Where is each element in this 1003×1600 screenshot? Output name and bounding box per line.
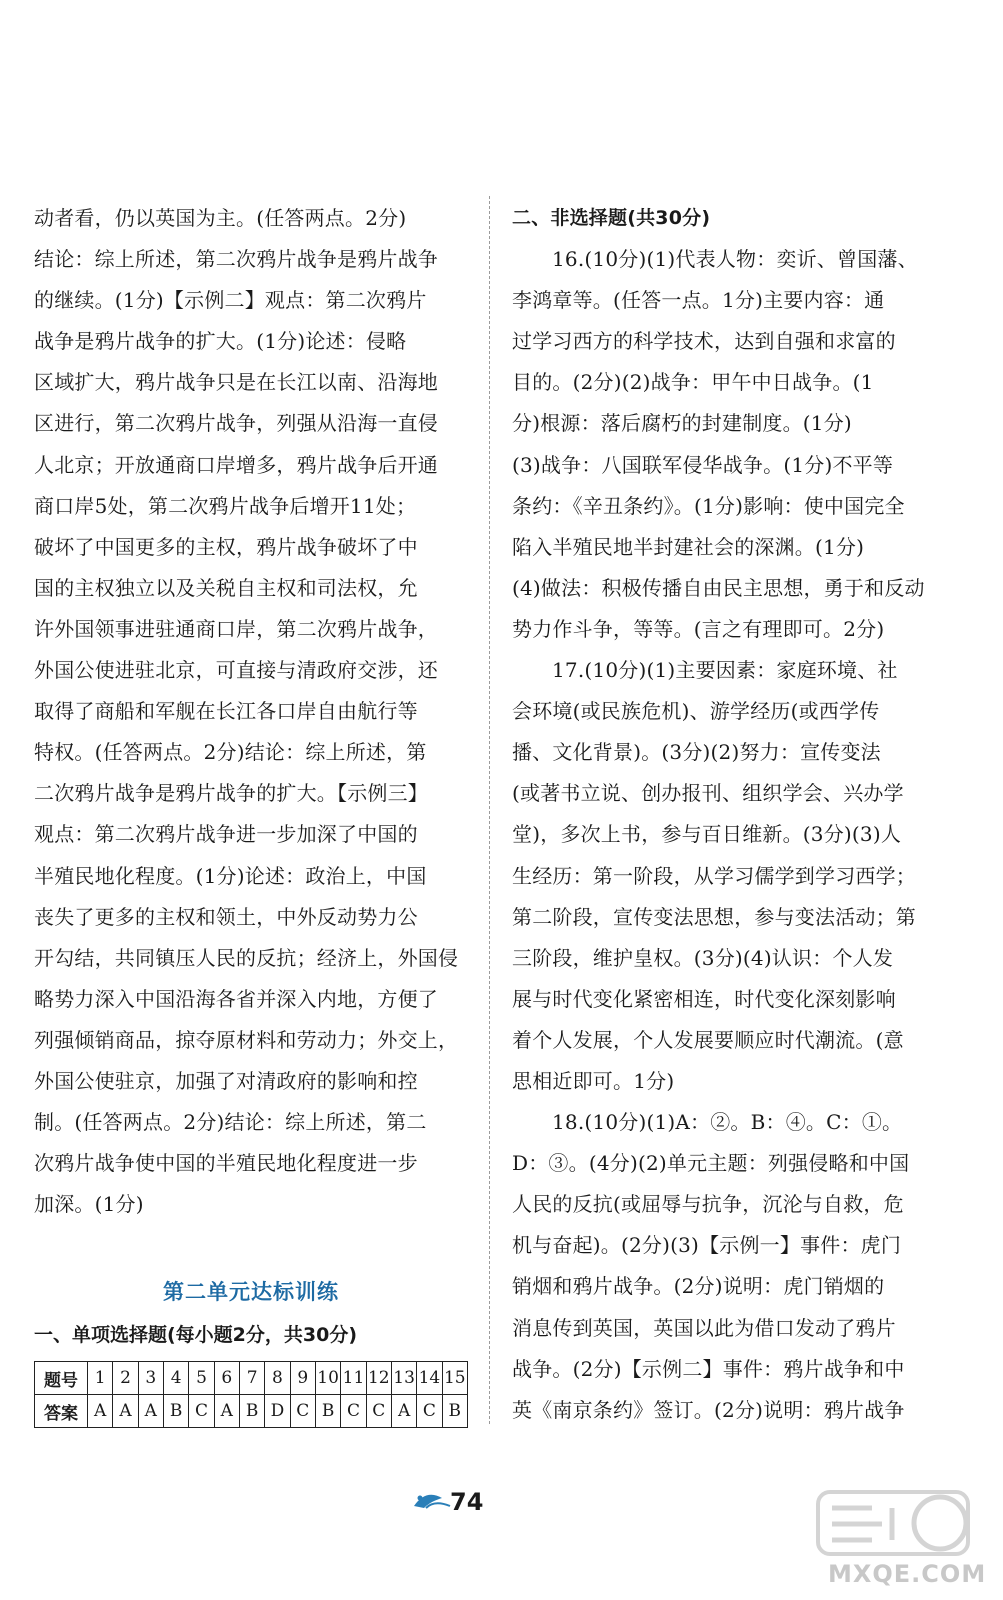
answer-cell: C (366, 1395, 391, 1428)
column-divider (489, 196, 490, 1424)
text-line: 英《南京条约》签订。(2分)说明：鸦片战争 (512, 1397, 905, 1422)
question-start-line: 18.(10分)(1)A：②。B：④。C：①。 (552, 1110, 903, 1135)
question-number-cell: 9 (290, 1362, 315, 1395)
left-column (34, 198, 468, 1428)
unit-title: 第二单元达标训练 (163, 1280, 339, 1305)
text-line: 外国公使驻京，加强了对清政府的影响和控 (34, 1068, 418, 1093)
answer-cell: B (239, 1395, 264, 1428)
answer-cell: B (442, 1395, 467, 1428)
table-row (35, 1362, 468, 1395)
text-line: 着个人发展，个人发展要顺应时代潮流。(意 (512, 1027, 904, 1052)
text-line: 第二阶段，宣传变法思想，参与变法活动；第 (512, 904, 916, 929)
text-line: 李鸿章等。(任答一点。1分)主要内容：通 (512, 288, 885, 313)
text-line: 国的主权独立以及关税自主权和司法权，允 (34, 575, 418, 600)
question-number-cell: 1 (88, 1362, 113, 1395)
text-line: 思相近即可。1分) (512, 1068, 675, 1093)
text-line: 势力作斗争，等等。(言之有理即可。2分) (512, 616, 885, 641)
text-line: 破坏了中国更多的主权，鸦片战争破坏了中 (34, 534, 418, 559)
text-line: 消息传到英国，英国以此为借口发动了鸦片 (512, 1315, 896, 1340)
text-line: 外国公使进驻北京，可直接与清政府交涉，还 (34, 658, 438, 683)
text-line: 结论：综上所述，第二次鸦片战争是鸦片战争 (34, 247, 438, 272)
text-line: 的继续。(1分)【示例二】观点：第二次鸦片 (34, 288, 427, 313)
answer-cell: C (417, 1395, 442, 1428)
question-number-cell: 15 (442, 1362, 467, 1395)
text-line: 略势力深入中国沿海各省并深入内地，方便了 (34, 986, 438, 1011)
text-line: (3)战争：八国联军侵华战争。(1分)不平等 (512, 452, 894, 477)
answer-cell: A (88, 1395, 113, 1428)
text-line: 播、文化背景)。(3分)(2)努力：宣传变法 (512, 740, 881, 765)
text-line: 人民的反抗(或屈辱与抗争，沉沦与自救，危 (512, 1192, 904, 1217)
text-line: 区进行，第二次鸦片战争，列强从沿海一直侵 (34, 411, 438, 436)
text-line: 条约：《辛丑条约》。(1分)影响：使中国完全 (512, 493, 905, 518)
question-number-cell: 14 (417, 1362, 442, 1395)
question-number-cell: 13 (391, 1362, 416, 1395)
text-line: 许外国领事进驻通商口岸，第二次鸦片战争， (34, 616, 438, 641)
text-line: 堂)，多次上书，参与百日维新。(3分)(3)人 (512, 822, 902, 847)
answer-cell: A (138, 1395, 163, 1428)
answer-cell: C (189, 1395, 214, 1428)
text-line: 特权。(任答两点。2分)结论：综上所述，第 (34, 740, 427, 765)
text-line: 战争。(2分)【示例二】事件：鸦片战争和中 (512, 1356, 905, 1381)
question-number-cell: 4 (163, 1362, 188, 1395)
watermark-text: MXQE.COM (828, 1560, 987, 1588)
question-number-cell: 8 (265, 1362, 290, 1395)
question-number-cell: 3 (138, 1362, 163, 1395)
text-line: 战争是鸦片战争的扩大。(1分)论述：侵略 (34, 329, 407, 354)
text-line: 取得了商船和军舰在长江各口岸自由航行等 (34, 699, 418, 724)
text-line: 分)根源：落后腐朽的封建制度。(1分) (512, 411, 852, 436)
answer-cell: B (163, 1395, 188, 1428)
text-line: 丧失了更多的主权和领土，中外反动势力公 (34, 904, 418, 929)
text-line: 生经历：第一阶段，从学习儒学到学习西学； (512, 863, 916, 888)
question-number-cell: 2 (113, 1362, 138, 1395)
text-line: 展与时代变化紧密相连，时代变化深刻影响 (512, 986, 896, 1011)
answer-cell: D (265, 1395, 290, 1428)
text-line: 开勾结，共同镇压人民的反抗；经济上，外国侵 (34, 945, 459, 970)
question-number-cell: 7 (239, 1362, 264, 1395)
text-line: 二次鸦片战争是鸦片战争的扩大。【示例三】 (34, 781, 428, 806)
text-line: 销烟和鸦片战争。(2分)说明：虎门销烟的 (512, 1274, 885, 1299)
text-line: 过学习西方的科学技术，达到自强和求富的 (512, 329, 896, 354)
text-line: 次鸦片战争使中国的半殖民地化程度进一步 (34, 1151, 418, 1176)
section-title: 二、非选择题(共30分) (512, 207, 711, 229)
text-line: (4)做法：积极传播自由民主思想，勇于和反动 (512, 575, 925, 600)
text-line: 陷入半殖民地半封建社会的深渊。(1分) (512, 534, 865, 559)
question-start-line: 17.(10分)(1)主要因素：家庭环境、社 (552, 658, 898, 683)
text-line: 机与奋起)。(2分)(3)【示例一】事件：虎门 (512, 1233, 902, 1258)
answer-cell: A (214, 1395, 239, 1428)
question-number-cell: 5 (189, 1362, 214, 1395)
question-number-cell: 10 (315, 1362, 340, 1395)
question-number-cell: 12 (366, 1362, 391, 1395)
text-line: 三阶段，维护皇权。(3分)(4)认识：个人发 (512, 945, 894, 970)
text-line: 观点：第二次鸦片战争进一步加深了中国的 (34, 822, 418, 847)
question-number-cell: 11 (341, 1362, 366, 1395)
answer-cell: A (391, 1395, 416, 1428)
text-line: 人北京；开放通商口岸增多，鸦片战争后开通 (34, 452, 438, 477)
page-number: 74 (450, 1488, 484, 1516)
text-line: 制。(任答两点。2分)结论：综上所述，第二 (34, 1110, 427, 1135)
text-line: (或著书立说、创办报刊、组织学会、兴办学 (512, 781, 904, 806)
table-row (35, 1395, 468, 1428)
text-line: 加深。(1分) (34, 1192, 144, 1217)
text-line: 区域扩大，鸦片战争只是在长江以南、沿海地 (34, 370, 438, 395)
answer-cell: C (290, 1395, 315, 1428)
question-start-line: 16.(10分)(1)代表人物：奕䜣、曾国藩、 (552, 247, 918, 272)
row-label: 题号 (35, 1362, 88, 1395)
text-line: 动者看，仍以英国为主。(任答两点。2分) (34, 206, 407, 230)
text-line: 列强倾销商品，掠夺原材料和劳动力；外交上， (34, 1027, 459, 1052)
answer-table (34, 1361, 468, 1428)
text-line: 半殖民地化程度。(1分)论述：政治上，中国 (34, 863, 427, 888)
row-label: 答案 (35, 1395, 88, 1428)
text-line: D：③。(4分)(2)单元主题：列强侵略和中国 (512, 1151, 910, 1176)
text-line: 目的。(2分)(2)战争：甲午中日战争。(1 (512, 370, 874, 395)
answer-cell: B (315, 1395, 340, 1428)
answer-cell: A (113, 1395, 138, 1428)
text-line: 会环境(或民族危机)、游学经历(或西学传 (512, 699, 880, 724)
text-line: 商口岸5处，第二次鸦片战争后增开11处； (34, 493, 417, 518)
right-column (512, 198, 944, 1431)
question-number-cell: 6 (214, 1362, 239, 1395)
answer-cell: C (341, 1395, 366, 1428)
leaf-ornament-icon (412, 1488, 452, 1514)
section-title: 一、单项选择题(每小题2分，共30分) (34, 1324, 358, 1347)
